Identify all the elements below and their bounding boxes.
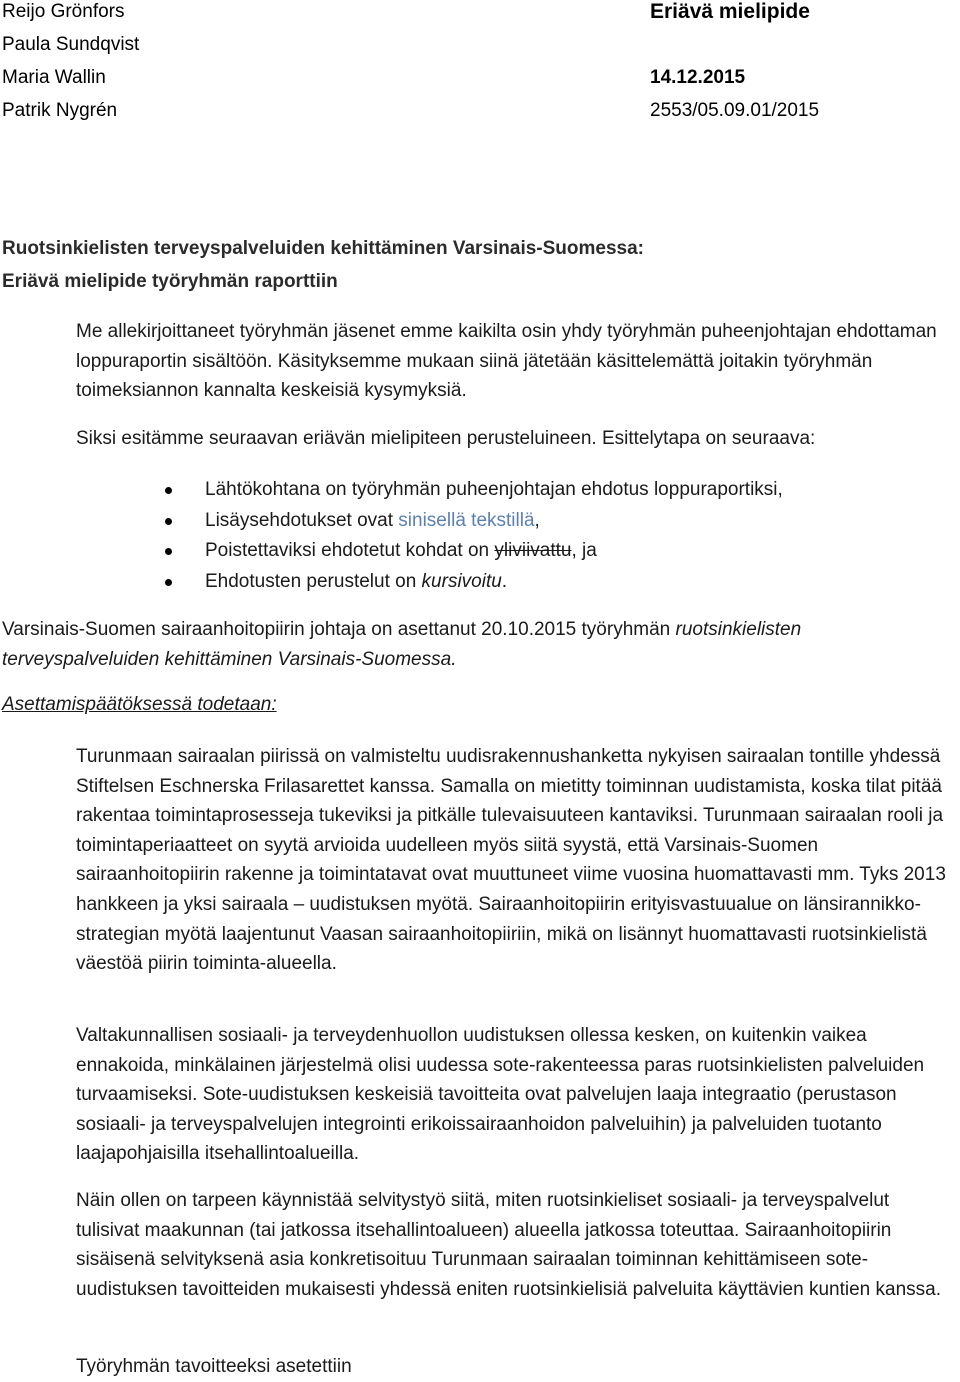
quote-paragraph: Valtakunnallisen sosiaali- ja terveydenhuollon uudistuksen ollessa kesken, on kuitenkin vaikea ennakoida, minkälainen järjestelmä olisi uudessa sote-rakenteessa paras ruotsinkielisten palveluiden turvaamiseksi. Sote-uudistuksen keskeisiä tavoitteita ovat palvelujen laaja integraatio (perustason sosiaali- ja terveyspalvelujen integrointi erikoissairaanhoidon palveluihin) ja palveluiden tuotanto laajapohjaisilla itsehallintoalueilla.: [76, 1025, 925, 1165]
appointment-paragraph: Varsinais-Suomen sairaanhoitopiirin johtaja on asettanut 20.10.2015 työryhmän ruotsinkielisten terveyspalveluiden kehittäminen Varsinais-Suomessa.: [2, 619, 802, 670]
list-item: Lähtökohtana on työryhmän puheenjohtajan ehdotus loppuraportiksi,: [165, 475, 783, 506]
list-item: Lisäysehdotukset ovat sinisellä tekstillä,: [165, 506, 783, 537]
list-item: Ehdotusten perustelut on kursivoitu.: [165, 567, 783, 598]
decision-heading: Asettamispäätöksessä todetaan:: [2, 694, 277, 715]
working-group-name: ruotsinkielisten terveyspalveluiden kehittäminen Varsinais-Suomessa.: [2, 619, 802, 670]
intro-paragraph: Me allekirjoittaneet työryhmän jäsenet emme kaikilta osin yhdy työryhmän puheenjohtajan ehdottaman loppuraportin sisältöön. Käsityksemme mukaan siinä jätetään käsittelemättä joitakin työryhmän toimeksiannon kannalta keskeisiä kysymyksiä.: [76, 321, 937, 402]
quote-paragraph: Työryhmän tavoitteeksi asetettiin: [76, 1356, 352, 1377]
blue-text-sample: sinisellä tekstillä: [398, 509, 535, 531]
quote-paragraph: Näin ollen on tarpeen käynnistää selvitystyö siitä, miten ruotsinkieliset sosiaali- ja terveyspalvelut tulisivat maakunnan (tai jatkossa itsehallintoalueen) alueella jatkossa toteuttaa. Sairaanhoitopiirin sisäisenä selvityksenä asia konkretisoituu Turunmaan sairaalan toiminnan kehittämiseen sote-uudistuksen tavoitteiden mukaisesti yhdessä eniten ruotsinkielisiä palveluita käyttävien kuntien kanssa.: [76, 1190, 941, 1300]
intro-method-paragraph: Siksi esitämme seuraavan eriävän mielipiteen perusteluineen. Esittelytapa on seuraava:: [76, 428, 816, 449]
document-date: 14.12.2015: [650, 67, 746, 88]
italic-text-sample: kursivoitu: [421, 570, 502, 592]
document-type: Eriävä mielipide: [650, 0, 810, 23]
author-name: Maria Wallin: [2, 67, 106, 88]
quote-paragraph: Turunmaan sairaalan piirissä on valmisteltu uudisrakennushanketta nykyisen sairaalan tontille yhdessä Stiftelsen Eschnerska Frilasarettet kanssa. Samalla on mietitty toiminnan uudistamista, koska tilat pitää rakentaa toimintaprosesseja tukeviksi ja pitkälle tulevaisuuteen kantaviksi. Turunmaan sairaalan rooli ja toimintaperiaatteet on syytä arvioida uudelleen myös siitä syystä, että Varsinais-Suomen sairaanhoitopiirin rakenne ja toimintatavat ovat muuttuneet viime vuosina huomattavasti mm. Tyks 2013 hankkeen ja yksi sairaala – uudistuksen myötä. Sairaanhoitopiirin erityisvastuualue on länsirannikko-strategian myötä laajentunut Vaasan sairaanhoitopiiriin, mikä on lisännyt huomattavasti ruotsinkielistä väestöä piirin toiminta-alueella.: [76, 746, 946, 975]
document-reference: 2553/05.09.01/2015: [650, 100, 820, 121]
bullet-icon: [165, 518, 172, 525]
bullet-icon: [165, 579, 172, 586]
strikethrough-text-sample: yliviivattu: [494, 540, 572, 561]
author-name: Paula Sundqvist: [2, 34, 140, 55]
document-title: Ruotsinkielisten terveyspalveluiden kehittäminen Varsinais-Suomessa:: [2, 238, 645, 259]
document-subtitle: Eriävä mielipide työryhmän raporttiin: [2, 271, 338, 292]
method-list: [165, 475, 783, 597]
author-name: Reijo Grönfors: [2, 1, 125, 22]
bullet-icon: [165, 487, 172, 494]
bullet-icon: [165, 548, 172, 555]
author-name: Patrik Nygrén: [2, 100, 118, 121]
list-item: Poistettaviksi ehdotetut kohdat on yliviivattu, ja: [165, 536, 783, 567]
